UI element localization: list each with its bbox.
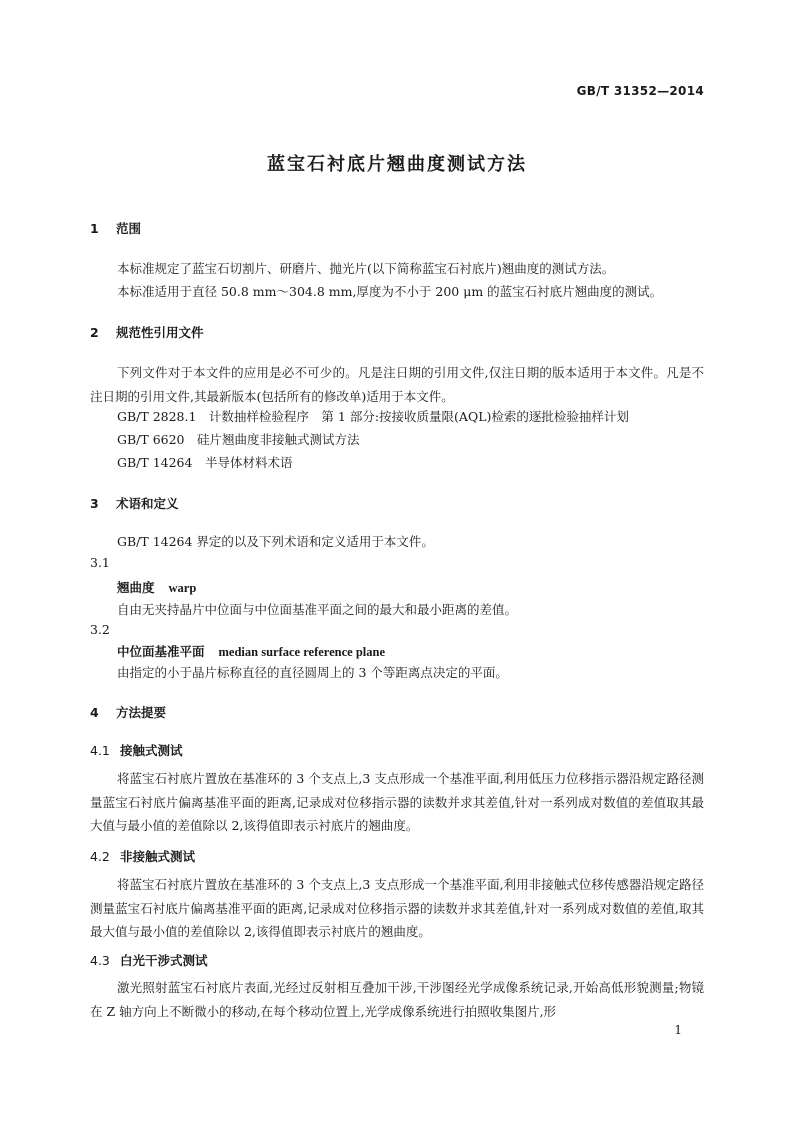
term-heading [117, 642, 385, 660]
term-en: warp [168, 581, 197, 595]
section-number: 4 [90, 705, 99, 720]
page-number: 1 [674, 1023, 682, 1037]
subsection-4-1-heading [90, 741, 183, 759]
subsection-4-2-heading [90, 847, 195, 865]
term-en: median surface reference plane [218, 645, 386, 659]
reference-item: GB/T 6620 硅片翘曲度非接触式测试方法 [117, 432, 360, 447]
term-zh: 翘曲度 [117, 580, 155, 595]
subsection-title: 接触式测试 [120, 743, 183, 758]
section-1-heading [90, 219, 141, 237]
section-number: 2 [90, 325, 99, 340]
standard-number: GB/T 31352—2014 [576, 84, 704, 98]
section-title: 方法提要 [116, 705, 167, 720]
section-3-heading [90, 494, 179, 512]
term-zh: 中位面基准平面 [117, 644, 205, 659]
scope-paragraph-1: 本标准规定了蓝宝石切割片、研磨片、抛光片(以下简称蓝宝石衬底片)翘曲度的测试方法。 [117, 261, 615, 276]
subsection-number: 4.2 [90, 849, 110, 864]
section-title: 范围 [116, 221, 142, 236]
term-number: 3.1 [90, 555, 110, 570]
references-paragraph: 下列文件对于本文件的应用是必不可少的。凡是注日期的引用文件,仅注日期的版本适用于本文件。凡是不注日期的引用文件,其最新版本(包括所有的修改单)适用于本文件。 [90, 365, 704, 404]
reference-item: GB/T 2828.1 计数抽样检验程序 第 1 部分:按接收质量限(AQL)检索的逐批检验抽样计划 [117, 409, 629, 424]
method-paragraph: 激光照射蓝宝石衬底片表面,光经过反射相互叠加干涉,干涉图经光学成像系统记录,开始高低形貌测量;物镜在 Z 轴方向上不断微小的移动,在每个移动位置上,光学成像系统进行拍照收集图片,形 [90, 980, 704, 1019]
section-4-heading [90, 703, 166, 721]
subsection-title: 白光干涉式测试 [120, 953, 208, 968]
subsection-number: 4.1 [90, 743, 110, 758]
terms-intro: GB/T 14264 界定的以及下列术语和定义适用于本文件。 [117, 534, 434, 549]
term-heading [117, 578, 196, 596]
term-definition: 自由无夹持晶片中位面与中位面基准平面之间的最大和最小距离的差值。 [117, 602, 518, 617]
method-paragraph: 将蓝宝石衬底片置放在基准环的 3 个支点上,3 支点形成一个基准平面,利用非接触式位移传感器沿规定路径测量蓝宝石衬底片偏离基准平面的距离,记录成对位移指示器的读数并求其差值,针对一系列成对数值的差值,取其最大值与最小值的差值除以 2,该得值即表示衬底片的翘曲度。 [90, 877, 704, 939]
section-2-heading [90, 323, 204, 341]
section-number: 1 [90, 221, 99, 236]
document-title: 蓝宝石衬底片翘曲度测试方法 [267, 154, 527, 175]
method-paragraph: 将蓝宝石衬底片置放在基准环的 3 个支点上,3 支点形成一个基准平面,利用低压力位移指示器沿规定路径测量蓝宝石衬底片偏离基准平面的距离,记录成对位移指示器的读数并求其差值,针对一系列成对数值的差值取其最大值与最小值的差值除以 2,该得值即表示衬底片的翘曲度。 [90, 771, 704, 833]
section-title: 术语和定义 [116, 496, 179, 511]
scope-paragraph-2: 本标准适用于直径 50.8 mm～304.8 mm,厚度为不小于 200 μm 的蓝宝石衬底片翘曲度的测试。 [117, 284, 663, 299]
term-definition: 由指定的小于晶片标称直径的直径圆周上的 3 个等距离点决定的平面。 [117, 665, 508, 680]
subsection-4-3-heading [90, 951, 208, 969]
subsection-title: 非接触式测试 [120, 849, 196, 864]
section-number: 3 [90, 496, 99, 511]
subsection-number: 4.3 [90, 953, 110, 968]
reference-item: GB/T 14264 半导体材料术语 [117, 455, 293, 470]
section-title: 规范性引用文件 [116, 325, 204, 340]
term-number: 3.2 [90, 622, 110, 637]
